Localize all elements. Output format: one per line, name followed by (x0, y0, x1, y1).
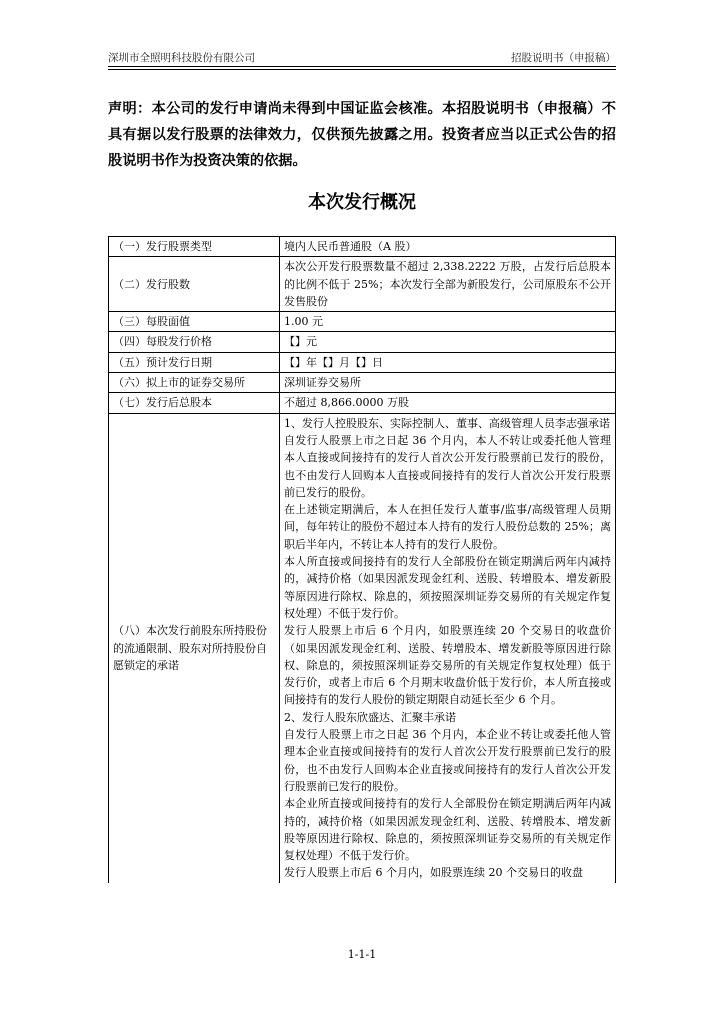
row-value: 【】元 (280, 332, 616, 352)
page-number: 1-1-1 (347, 948, 377, 961)
section-title: 本次发行概况 (308, 192, 416, 213)
row-value: 深圳证券交易所 (280, 373, 616, 393)
row-label: （五）预计发行日期 (109, 352, 280, 372)
table-row (109, 237, 616, 257)
row-value: 境内人民币普通股（A 股） (280, 237, 616, 257)
header-doc-type: 招股说明书（申报稿） (511, 52, 616, 64)
lockup-paragraph: 在上述锁定期满后，本人在担任发行人董事/监事/高级管理人员期间，每年转让的股份不超过本人持有的发行人股份总数的 25%；离职后半年内，不转让本人持有的发行人股份。 (284, 503, 611, 551)
table-row (109, 393, 616, 413)
row-label: （二）发行股数 (109, 257, 280, 312)
table-row (109, 352, 616, 372)
lockup-paragraph: 2、发行人股东欣盛达、汇聚丰承诺 (284, 710, 456, 724)
row-label: （一）发行股票类型 (109, 237, 280, 257)
row-value: 本次公开发行股票数量不超过 2,338.2222 万股，占发行后总股本的比例不低于 25%；本次发行全部为新股发行，公司原股东不公开发售股份 (280, 257, 616, 312)
lockup-paragraph: 发行人股票上市后 6 个月内，如股票连续 20 个交易日的收盘 (284, 866, 583, 880)
disclaimer-statement: 声明：本公司的发行申请尚未得到中国证监会核准。本招股说明书（申报稿）不具有据以发行股票的法律效力，仅供预先披露之用。投资者应当以正式公告的招股说明书作为投资决策的依据。 (108, 101, 616, 169)
table-row (109, 332, 616, 352)
lockup-paragraph: 1、发行人控股股东、实际控制人、董事、高级管理人员李志强承诺 (284, 416, 610, 430)
lockup-paragraph: 发行人股票上市后 6 个月内，如股票连续 20 个交易日的收盘价（如果因派发现金红利、送股、转增股本、增发新股等原因进行除权、除息的，须按照深圳证券交易所的有关规定作复权处理）低于发行价，或者上市后 6 个月期末收盘价低于发行价，本人所直接或间接持有的发行人股份的锁定期限自动延长至少 6 个月。 (284, 624, 611, 707)
lockup-paragraph: 本企业所直接或间接持有的发行人全部股份在锁定期满后两年内减持的，减持价格（如果因派发现金红利、送股、转增股本、增发新股等原因进行除权、除息的，须按照深圳证券交易所的有关规定作复权处理）不低于发行价。 (284, 797, 611, 863)
lockup-paragraph: 自发行人股票上市之日起 36 个月内，本企业不转让或委托他人管理本企业直接或间接持有的发行人首次公开发行股票前已发行的股份，也不由发行人回购本企业直接或间接持有的发行人首次公开发行股票前已发行的股份。 (284, 728, 611, 793)
offering-overview-table (108, 236, 616, 883)
row-value: 不超过 8,866.0000 万股 (280, 393, 616, 413)
row-value: 1.00 元 (280, 312, 616, 332)
table-row (109, 312, 616, 332)
row-label: （三）每股面值 (109, 312, 280, 332)
lockup-paragraph: 本人所直接或间接持有的发行人全部股份在锁定期满后两年内减持的，减持价格（如果因派发现金红利、送股、转增股本、增发新股等原因进行除权、除息的，须按照深圳证券交易所的有关规定作复权处理）不低于发行价。 (284, 555, 611, 620)
row-value: 【】年【】月【】日 (280, 352, 616, 372)
table-row-lockup (109, 413, 616, 883)
header-rule (108, 66, 616, 70)
lockup-commitments (280, 413, 616, 883)
header-company: 深圳市全照明科技股份有限公司 (108, 52, 255, 64)
lockup-paragraph: 自发行人股票上市之日起 36 个月内，本人不转让或委托他人管理本人直接或间接持有的发行人首次公开发行股票前已发行的股份，也不由发行人回购本人直接或间接持有的发行人首次公开发行股票前已发行的股份。 (284, 433, 611, 499)
table-row (109, 257, 616, 312)
row-label: （六）拟上市的证券交易所 (109, 373, 280, 393)
row-label: （四）每股发行价格 (109, 332, 280, 352)
row-label: （七）发行后总股本 (109, 393, 280, 413)
table-row (109, 373, 616, 393)
lockup-label: （八）本次发行前股东所持股份的流通限制、股东对所持股份自愿锁定的承诺 (109, 413, 280, 883)
